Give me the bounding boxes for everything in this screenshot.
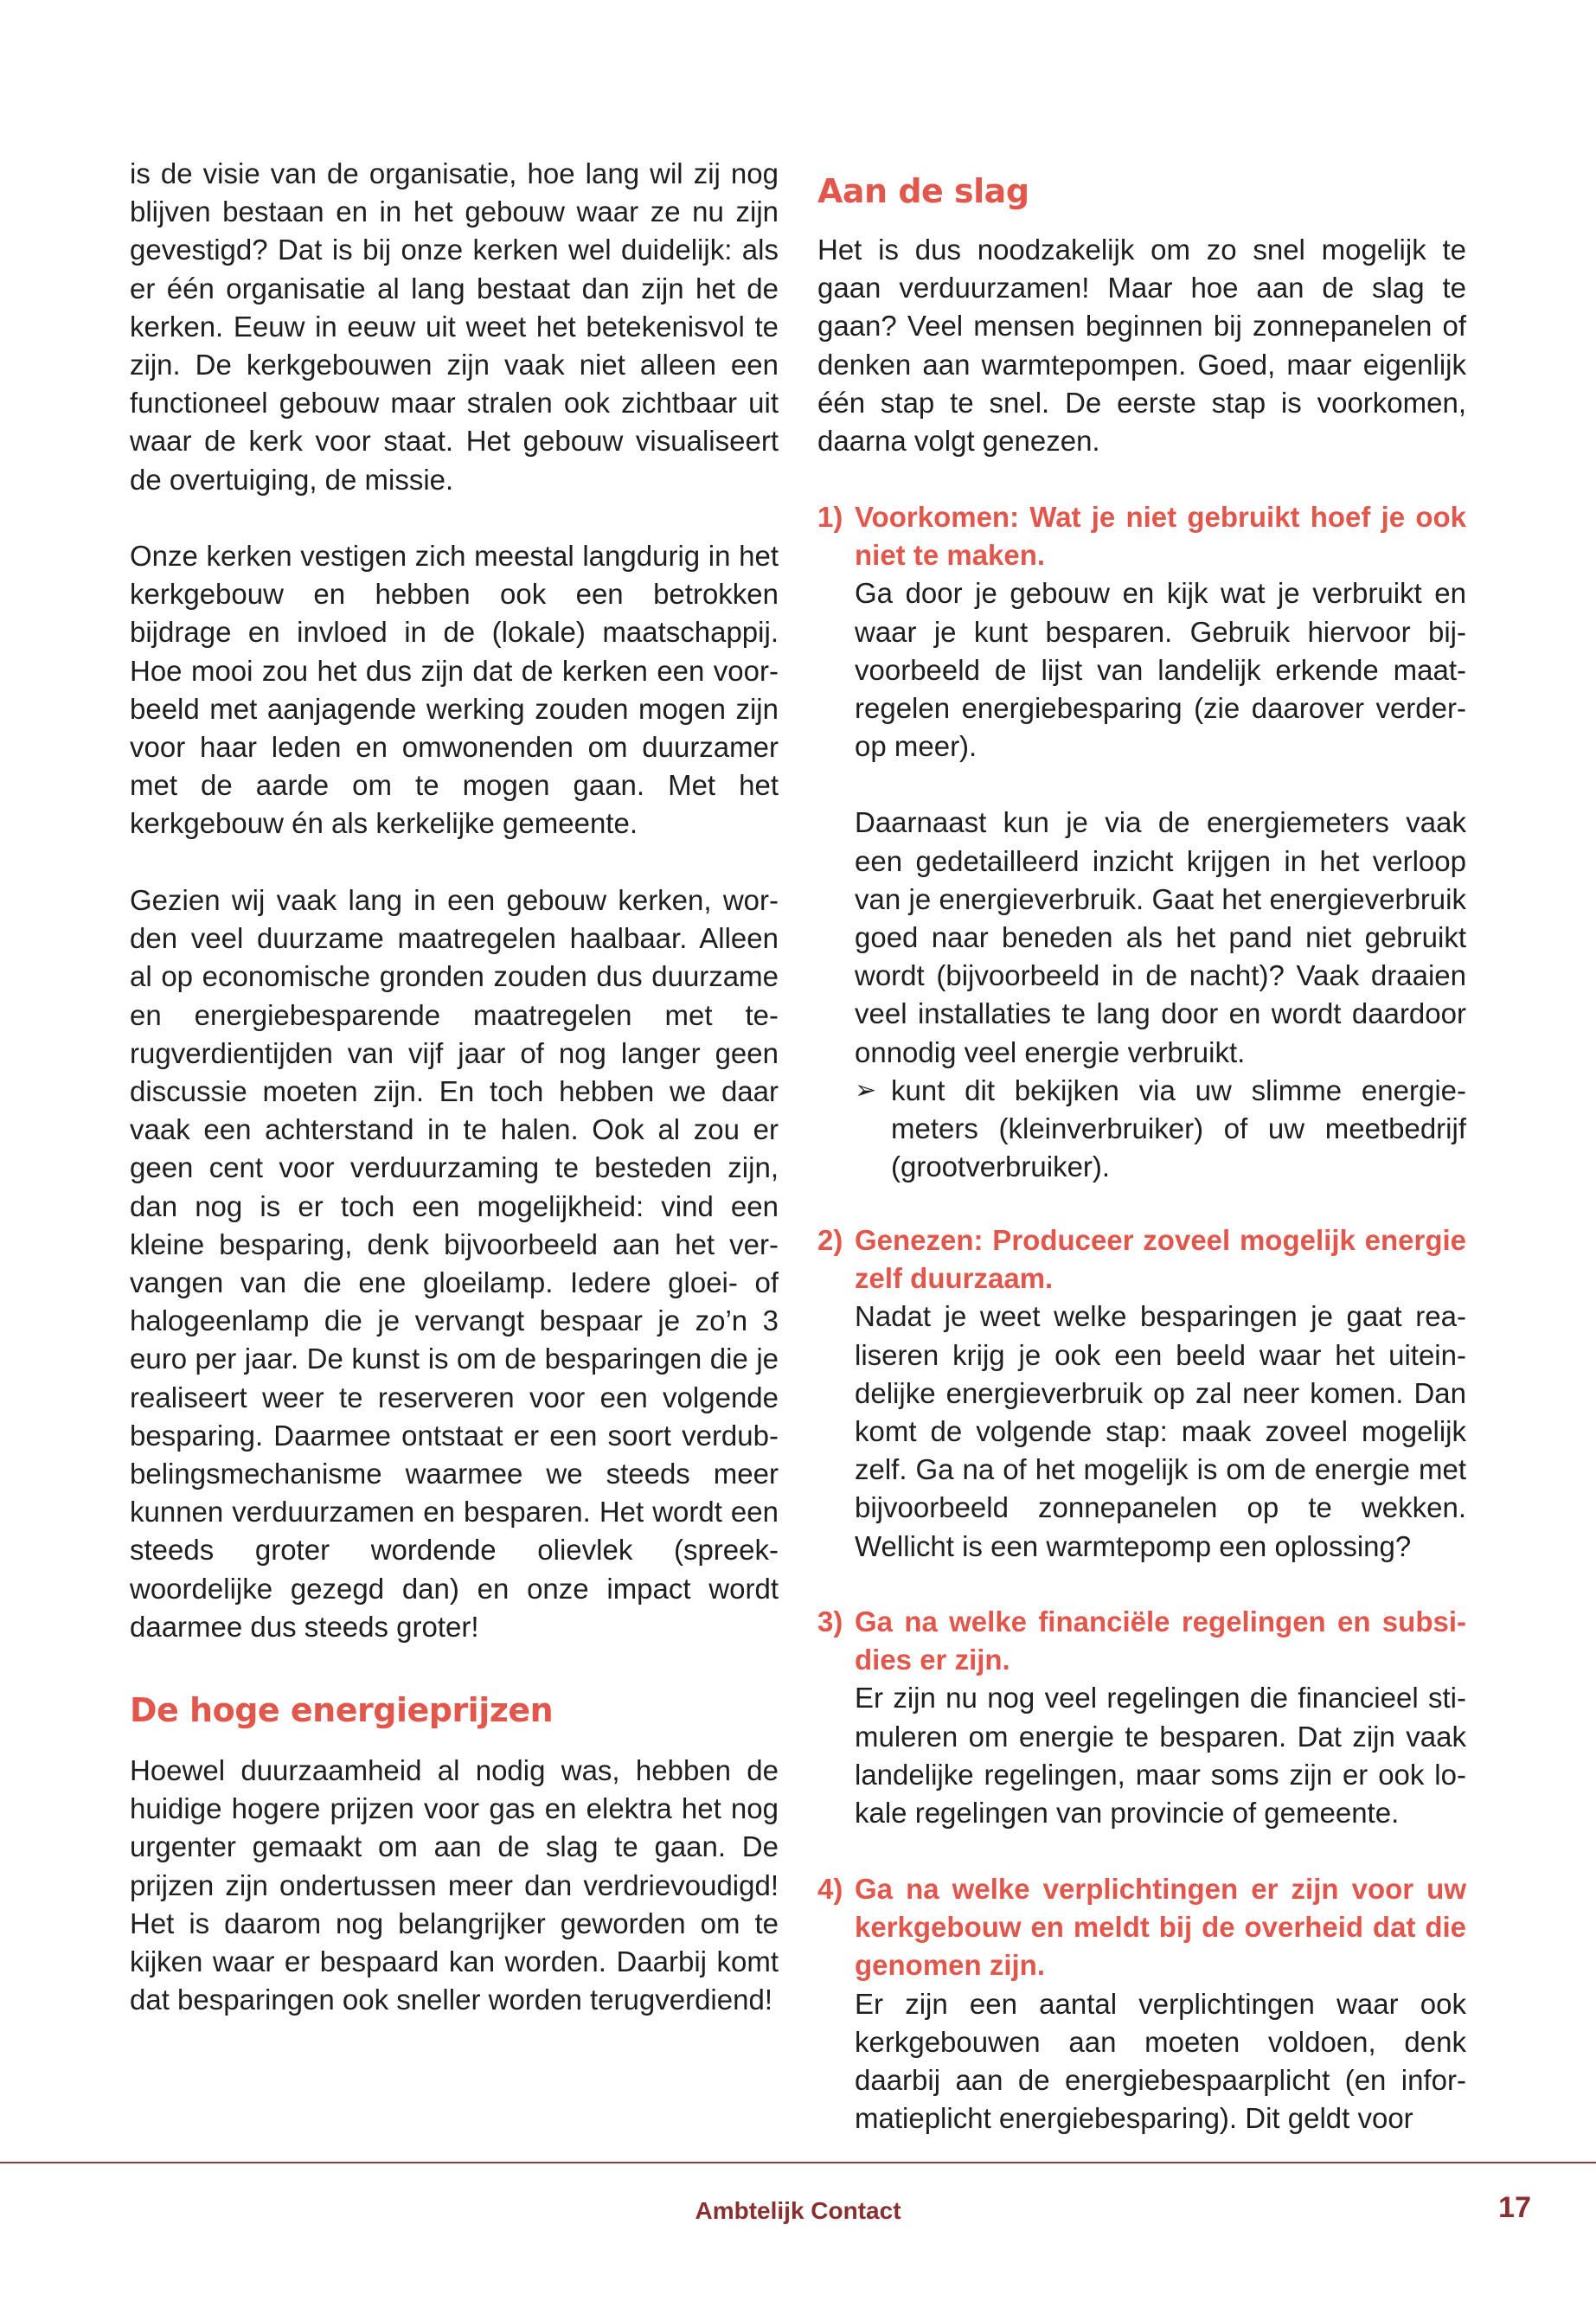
footer-divider <box>0 2162 1596 2163</box>
bullet-item <box>855 1072 1466 1187</box>
list-item <box>817 1870 1466 2138</box>
list-item-title: Voorkomen: Wat je niet gebruikt hoef je ook niet te maken. <box>855 501 1466 572</box>
list-number: 1) <box>817 501 843 533</box>
list-item-text: Ga door je gebouw en kijk wat je verbruikt en waar je kunt besparen. Gebruik hiervoor bijvoorbeeld de lijst van landelijk erkende maatregelen energiebesparing (zie daarover verderop meer). <box>855 577 1466 763</box>
heading-energy-prices: De hoge energieprijzen <box>130 1691 554 1729</box>
list-item-text: Nadat je weet welke besparingen je gaat realiseren krijg je ook een beeld waar het uiteindelijke energieverbruik op zal neer komen. Dan komt de volgende stap: maak zoveel mogelijk zelf. Ga na of het mogelijk is om de energie met bijvoorbeeld zonnepanelen op te wekken. Wellicht is een warmtepomp een oplossing? <box>855 1300 1466 1562</box>
paragraph-intro: Het is dus noodzakelijk om zo snel mogelijk te gaan verduurzamen! Maar hoe aan de slag te gaan? Veel mensen beginnen bij zonnepanelen of denken aan warmtepompen. Goed, maar eigenlijk één stap te snel. De eerste stap is voorkomen, daarna volgt genezen. <box>817 234 1466 458</box>
list-number: 4) <box>817 1873 843 1905</box>
paragraph-churches: Onze kerken vestigen zich meestal langdurig in het kerkgebouw en hebben ook een betrokken bijdrage en invloed in de (lokale) maatschappij. Hoe mooi zou het dus zijn dat de kerken een voorbeeld met aanjagende werking zouden mogen zijn voor haar leden en omwonenden om duurzamer met de aarde om te mogen gaan. Met het kerkgebouw én als kerkelijke gemeente. <box>130 540 779 840</box>
list-item-title: Genezen: Produceer zoveel mogelijk energie zelf duurzaam. <box>855 1224 1466 1295</box>
paragraph-measures: Gezien wij vaak lang in een gebouw kerken, worden veel duurzame maatregelen haalbaar. Alleen al op economische gronden zouden dus duurzame en energiebesparende maatregelen met terugverdientijden van vijf jaar of nog langer geen discussie moeten zijn. En toch hebben we daar vaak een achterstand in te halen. Ook al zou er geen cent voor verduurzaming te besteden zijn, dan nog is er toch een mogelijkheid: vind een kleine besparing, denk bijvoorbeeld aan het vervangen van die ene gloeilamp. Iedere gloei- of halogeenlamp die je vervangt bespaar je zo’n 3 euro per jaar. De kunst is om de besparingen die je realiseert weer te reserveren voor een volgende besparing. Daarmee ontstaat er een soort verdubbelingsmechanisme waarmee we steeds meer kunnen verduurzamen en besparen. Het wordt een steeds groter wordende olievlek (spreekwoordelijke gezegd dan) en onze impact wordt daarmee dus steeds groter! <box>130 884 779 1643</box>
list-number: 2) <box>817 1224 843 1256</box>
list-item <box>817 498 1466 1186</box>
list-item-text: Daarnaast kun je via de energiemeters vaak een gedetailleerd inzicht krijgen in het verloop van je energieverbruik. Gaat het energieverbruik goed naar beneden als het pand niet gebruikt wordt (bijvoorbeeld in de nacht)? Vaak draaien veel installaties te lang door en wordt daardoor onnodig veel energie verbruikt. <box>855 806 1466 1068</box>
list-item-title: Ga na welke financiële regelingen en subsidies er zijn. <box>855 1606 1466 1676</box>
heading-aan-de-slag: Aan de slag <box>817 172 1029 210</box>
list-item <box>817 1603 1466 1832</box>
paragraph-energy-prices: Hoewel duurzaamheid al nodig was, hebben de huidige hogere prijzen voor gas en elektra het nog urgenter gemaakt om aan de slag te gaan. De prijzen zijn ondertussen meer dan verdrievoudigd! Het is daarom nog belangrijker geworden om te kijken waar er bespaard kan worden. Daarbij komt dat besparingen ook sneller worden terugverdiend! <box>130 1754 779 2016</box>
footer-title: Ambtelijk Contact <box>695 2197 901 2224</box>
arrow-bullet-icon: ➢ <box>855 1075 877 1105</box>
page-number: 17 <box>1498 2191 1531 2224</box>
list-item-text: Er zijn nu nog veel regelingen die financieel stimuleren om energie te besparen. Dat zijn vaak landelijke regelingen, maar soms zijn er ook lokale regelingen van provincie of gemeente. <box>855 1682 1466 1830</box>
list-item-text: Er zijn een aantal verplichtingen waar ook kerkgebouwen aan moeten voldoen, denk daarbij aan de energiebespaarplicht (en informatieplicht energiebesparing). Dit geldt voor <box>855 1987 1466 2135</box>
list-item-title: Ga na welke verplichtingen er zijn voor uw kerkgebouw en meldt bij de overheid dat die genomen zijn. <box>855 1873 1466 1982</box>
bullet-text: kunt dit bekijken via uw slimme energiemeters (kleinverbruiker) of uw meetbedrijf (grootverbruiker). <box>891 1074 1466 1183</box>
list-item <box>817 1221 1466 1566</box>
paragraph-vision: is de visie van de organisatie, hoe lang wil zij nog blijven bestaan en in het gebouw waar ze nu zijn gevestigd? Dat is bij onze kerken wel duidelijk: als er één organisatie al lang bestaat dan zijn het de kerken. Eeuw in eeuw uit weet het betekenisvol te zijn. De kerkgebouwen zijn vaak niet alleen een functioneel gebouw maar stralen ook zichtbaar uit waar de kerk voor staat. Het gebouw visualiseert de overtuiging, de missie. <box>130 157 779 496</box>
list-number: 3) <box>817 1606 843 1638</box>
